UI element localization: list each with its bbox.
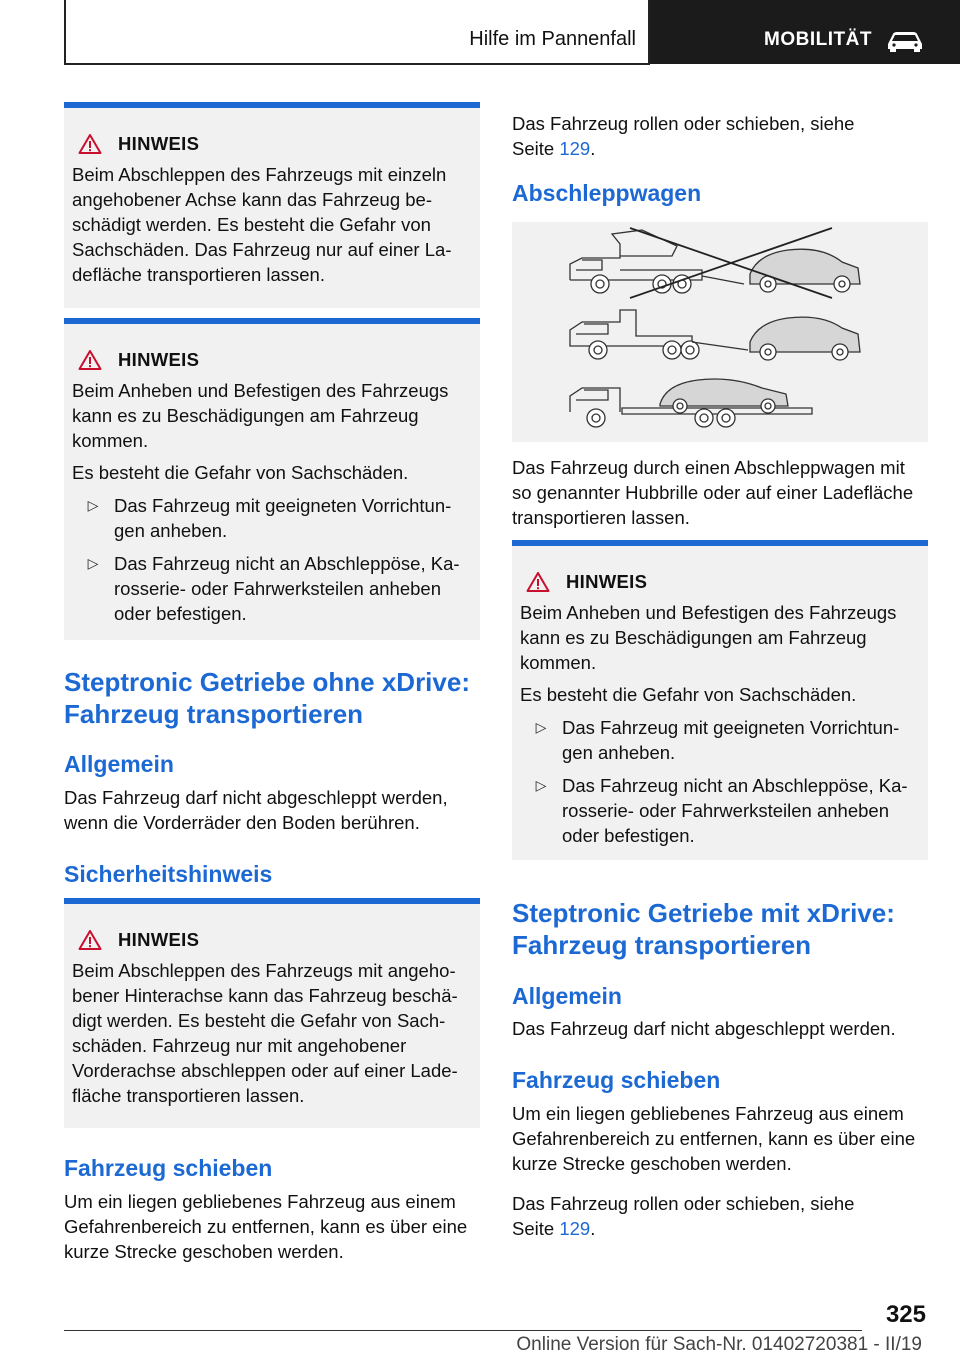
bullet-triangle-icon: ▷ bbox=[535, 777, 547, 793]
notice-text: Beim Abschleppen des Fahrzeugs mit angehobener Hinterachse kann das Fahrzeug beschädigt werden. Es besteht die Gefahr von Sachschäden. Fahrzeug nur mit angehobener Vorderachse abschleppen oder auf einer Ladefläche transportieren lassen. bbox=[72, 960, 458, 1106]
page-link[interactable]: 129 bbox=[559, 1218, 591, 1239]
notice-text: Beim Anheben und Befestigen des Fahrzeugs kann es zu Beschädigungen am Fahrzeug kommen. bbox=[72, 380, 449, 451]
bullet-triangle-icon: ▷ bbox=[87, 555, 99, 571]
roll-text: Das Fahrzeug rollen oder schieben, siehe bbox=[512, 1193, 855, 1214]
roll-reference: Das Fahrzeug rollen oder schieben, siehe Seite 129. bbox=[512, 1193, 855, 1239]
push-text: Um ein liegen gebliebenes Fahrzeug aus einem Gefahrenbereich zu entfernen, kann es über eine kurze Strecke geschoben werden. bbox=[512, 1103, 916, 1174]
warning-triangle-icon bbox=[78, 349, 102, 371]
wheel-lift-truck-row bbox=[570, 310, 860, 360]
flatbed-truck-row bbox=[570, 379, 812, 427]
notice-text: Es besteht die Gefahr von Sachschäden. bbox=[520, 684, 857, 705]
footer-rule bbox=[64, 1330, 862, 1331]
list-item-text: Das Fahrzeug mit geeigneten Vorrichtungen anheben. bbox=[114, 495, 452, 541]
list-item bbox=[520, 773, 920, 848]
subheading-general: Allgemein bbox=[64, 751, 174, 777]
roll-text: Das Fahrzeug rollen oder schieben, siehe bbox=[512, 113, 855, 134]
roll-page-prefix: Seite bbox=[512, 138, 555, 159]
notice-bullet-list bbox=[520, 715, 920, 848]
subheading-push: Fahrzeug schieben bbox=[64, 1155, 273, 1181]
notice-title: HINWEIS bbox=[566, 571, 648, 592]
page-link[interactable]: 129 bbox=[559, 138, 591, 159]
notice-box-towing-axle bbox=[64, 102, 480, 308]
tow-truck-drawing bbox=[512, 222, 928, 442]
figure-caption: Das Fahrzeug durch einen Abschleppwagen mit so genannter Hubbrille oder auf einer Ladefläche transportieren lassen. bbox=[512, 457, 914, 528]
car-icon bbox=[886, 30, 924, 52]
header-rule-left bbox=[64, 0, 66, 64]
list-item-text: Das Fahrzeug mit geeigneten Vorrichtungen anheben. bbox=[562, 717, 900, 763]
subheading-push: Fahrzeug schieben bbox=[512, 1067, 721, 1093]
roll-page-prefix: Seite bbox=[512, 1218, 555, 1239]
general-text: Das Fahrzeug darf nicht abgeschleppt werden, wenn die Vorderräder den Boden berühren. bbox=[64, 787, 448, 833]
section-heading: Steptronic Getriebe ohne xDrive: Fahrzeug transportieren bbox=[64, 667, 470, 729]
page-number: 325 bbox=[885, 1301, 926, 1328]
header-chapter-title[interactable]: MOBILITÄT bbox=[764, 29, 872, 50]
bullet-triangle-icon: ▷ bbox=[535, 719, 547, 735]
header-rule-bottom bbox=[64, 63, 650, 65]
roll-reference: Das Fahrzeug rollen oder schieben, siehe Seite 129. bbox=[512, 113, 855, 159]
notice-box-rear-axle bbox=[64, 898, 480, 1128]
bullet-triangle-icon: ▷ bbox=[87, 497, 99, 513]
notice-bullet-list bbox=[72, 493, 472, 626]
list-item-text: Das Fahrzeug nicht an Abschleppöse, Karosserie- oder Fahrwerksteilen anheben oder befestigen. bbox=[562, 775, 908, 846]
section-heading: Steptronic Getriebe mit xDrive: Fahrzeug transportieren bbox=[512, 898, 895, 960]
notice-title: HINWEIS bbox=[118, 349, 200, 370]
subheading-safety: Sicherheitshinweis bbox=[64, 861, 273, 887]
subheading-tow-truck: Abschleppwagen bbox=[512, 180, 702, 206]
notice-title: HINWEIS bbox=[118, 133, 200, 154]
notice-text: Beim Abschleppen des Fahrzeugs mit einzeln angehobener Achse kann das Fahrzeug beschädigt werden. Es besteht die Gefahr von Sachschäden. Das Fahrzeug nur auf einer Ladefläche transportieren lassen. bbox=[72, 164, 452, 285]
list-item bbox=[72, 551, 472, 626]
list-item-text: Das Fahrzeug nicht an Abschleppöse, Karosserie- oder Fahrwerksteilen anheben oder befestigen. bbox=[114, 553, 460, 624]
list-item bbox=[72, 493, 472, 543]
wrecker-truck-row bbox=[570, 230, 860, 293]
list-item bbox=[520, 715, 920, 765]
warning-triangle-icon bbox=[78, 133, 102, 155]
footer-version-text: Online Version für Sach-Nr. 01402720381 - II/19 bbox=[516, 1334, 922, 1355]
notice-box-lifting bbox=[64, 318, 480, 640]
notice-text: Es besteht die Gefahr von Sachschäden. bbox=[72, 462, 409, 483]
subheading-general: Allgemein bbox=[512, 983, 622, 1009]
header-section-title: Hilfe im Pannenfall bbox=[469, 28, 636, 50]
push-text: Um ein liegen gebliebenes Fahrzeug aus einem Gefahrenbereich zu entfernen, kann es über eine kurze Strecke geschoben werden. bbox=[64, 1191, 468, 1262]
notice-title: HINWEIS bbox=[118, 929, 200, 950]
notice-box-lifting-right bbox=[512, 540, 928, 860]
warning-triangle-icon bbox=[526, 571, 550, 593]
notice-text: Beim Anheben und Befestigen des Fahrzeugs kann es zu Beschädigungen am Fahrzeug kommen. bbox=[520, 602, 897, 673]
warning-triangle-icon bbox=[78, 929, 102, 951]
general-text: Das Fahrzeug darf nicht abgeschleppt werden. bbox=[512, 1018, 896, 1039]
tow-truck-illustration bbox=[512, 222, 928, 442]
